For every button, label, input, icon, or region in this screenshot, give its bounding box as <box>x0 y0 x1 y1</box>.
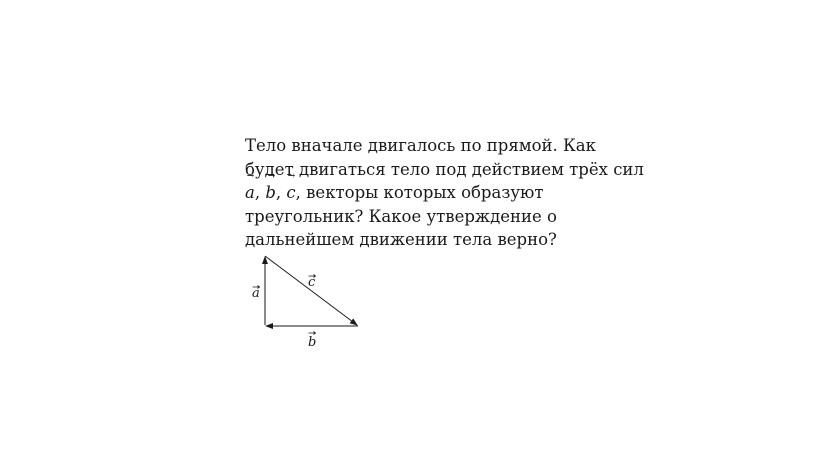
force-triangle-diagram <box>240 246 380 356</box>
label-a <box>252 286 260 302</box>
problem-line-4: треугольник? Какое утверждение о <box>245 206 557 226</box>
problem-text <box>245 134 645 252</box>
vector-a-symbol: → a <box>245 181 255 205</box>
problem-line-5: дальнейшем движении тела верно? <box>245 230 557 249</box>
problem-line-3-rest: , векторы которых образуют <box>295 183 544 202</box>
separator: , <box>254 183 266 202</box>
label-b-text: b <box>308 335 317 350</box>
label-c-text: c <box>308 275 316 290</box>
vector-c-symbol: → c <box>286 181 295 205</box>
separator: , <box>275 183 287 202</box>
vector-c-arrow <box>265 256 357 325</box>
vector-b-symbol: → b <box>265 181 276 205</box>
label-b <box>308 332 316 351</box>
label-a-text: a <box>252 286 260 301</box>
label-c <box>308 275 316 291</box>
problem-line-3 <box>245 181 645 205</box>
problem-line-1: Тело вначале двигалось по прямой. Как <box>245 136 596 155</box>
problem-line-2: будет двигаться тело под действием трёх сил <box>245 159 644 179</box>
